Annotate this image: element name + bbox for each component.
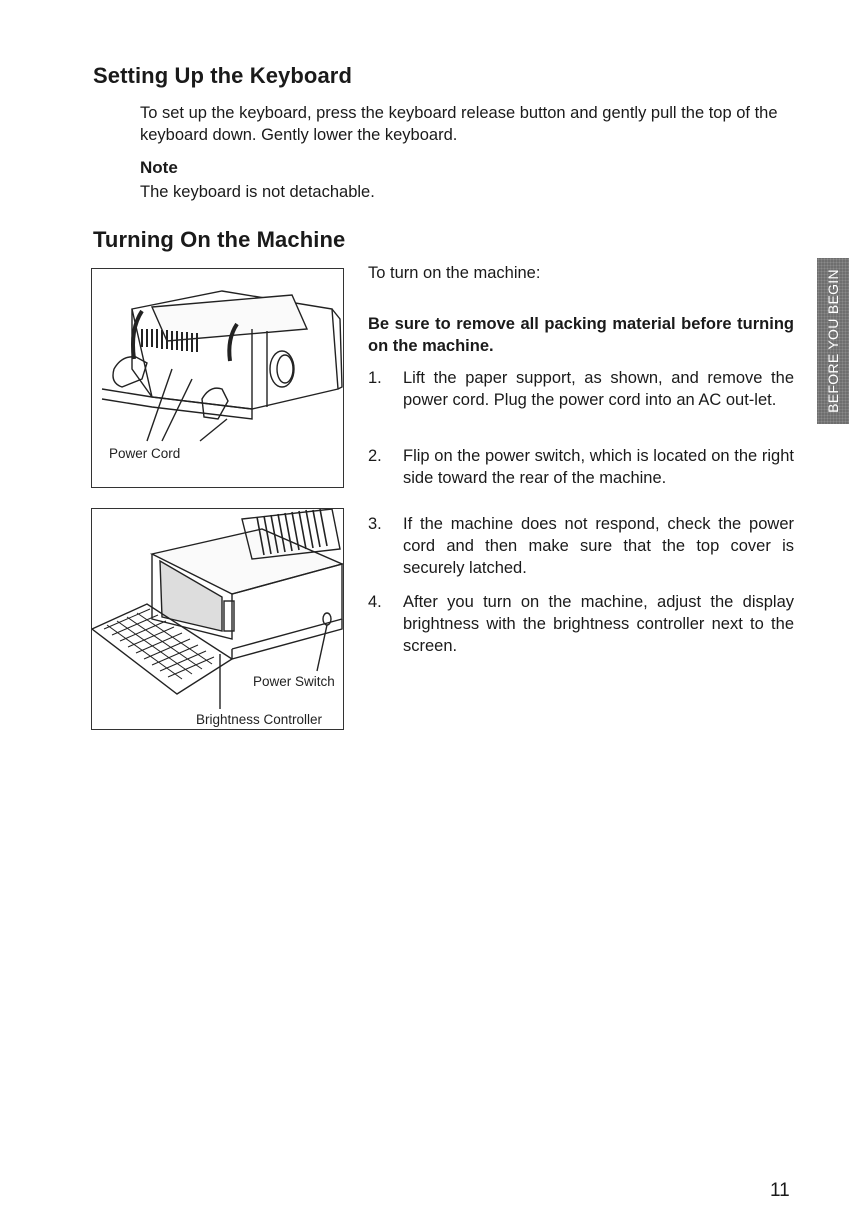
step-number: 2. [368,447,382,465]
step-text: Lift the paper support, as shown, and remove the power cord. Plug the power cord into an AC out-let. [403,369,794,409]
label-power-switch: Power Switch [253,674,335,689]
keyboard-instructions: To set up the keyboard, press the keyboard release button and gently pull the top of the keyboard down. Gently lower the keyboard. [140,104,778,144]
label-power-cord: Power Cord [109,446,181,461]
printer-illustration-keyboard [92,509,343,729]
label-brightness-controller: Brightness Controller [196,712,323,727]
note-heading: Note [140,158,178,177]
figure-power-cord [91,268,344,488]
heading-turning-on-machine: Turning On the Machine [93,227,346,252]
step-number: 1. [368,369,382,387]
step-text: If the machine does not respond, check the power cord and then make sure that the top cover is securely latched. [403,515,794,577]
step-text: Flip on the power switch, which is located on the right side toward the rear of the machine. [403,447,794,487]
section-side-tab [817,258,849,424]
step-number: 4. [368,593,382,611]
figure-power-switch [91,508,344,730]
packing-warning: Be sure to remove all packing material before turning on the machine. [368,315,794,355]
step-number: 3. [368,515,382,533]
turn-on-intro: To turn on the machine: [368,264,541,282]
step-text: After you turn on the machine, adjust the display brightness with the brightness controller next to the screen. [403,593,794,655]
note-body: The keyboard is not detachable. [140,183,375,201]
side-tab-label: BEFORE YOU BEGIN [825,269,841,413]
page-number: 11 [770,1180,790,1201]
heading-setting-up-keyboard: Setting Up the Keyboard [93,63,352,88]
